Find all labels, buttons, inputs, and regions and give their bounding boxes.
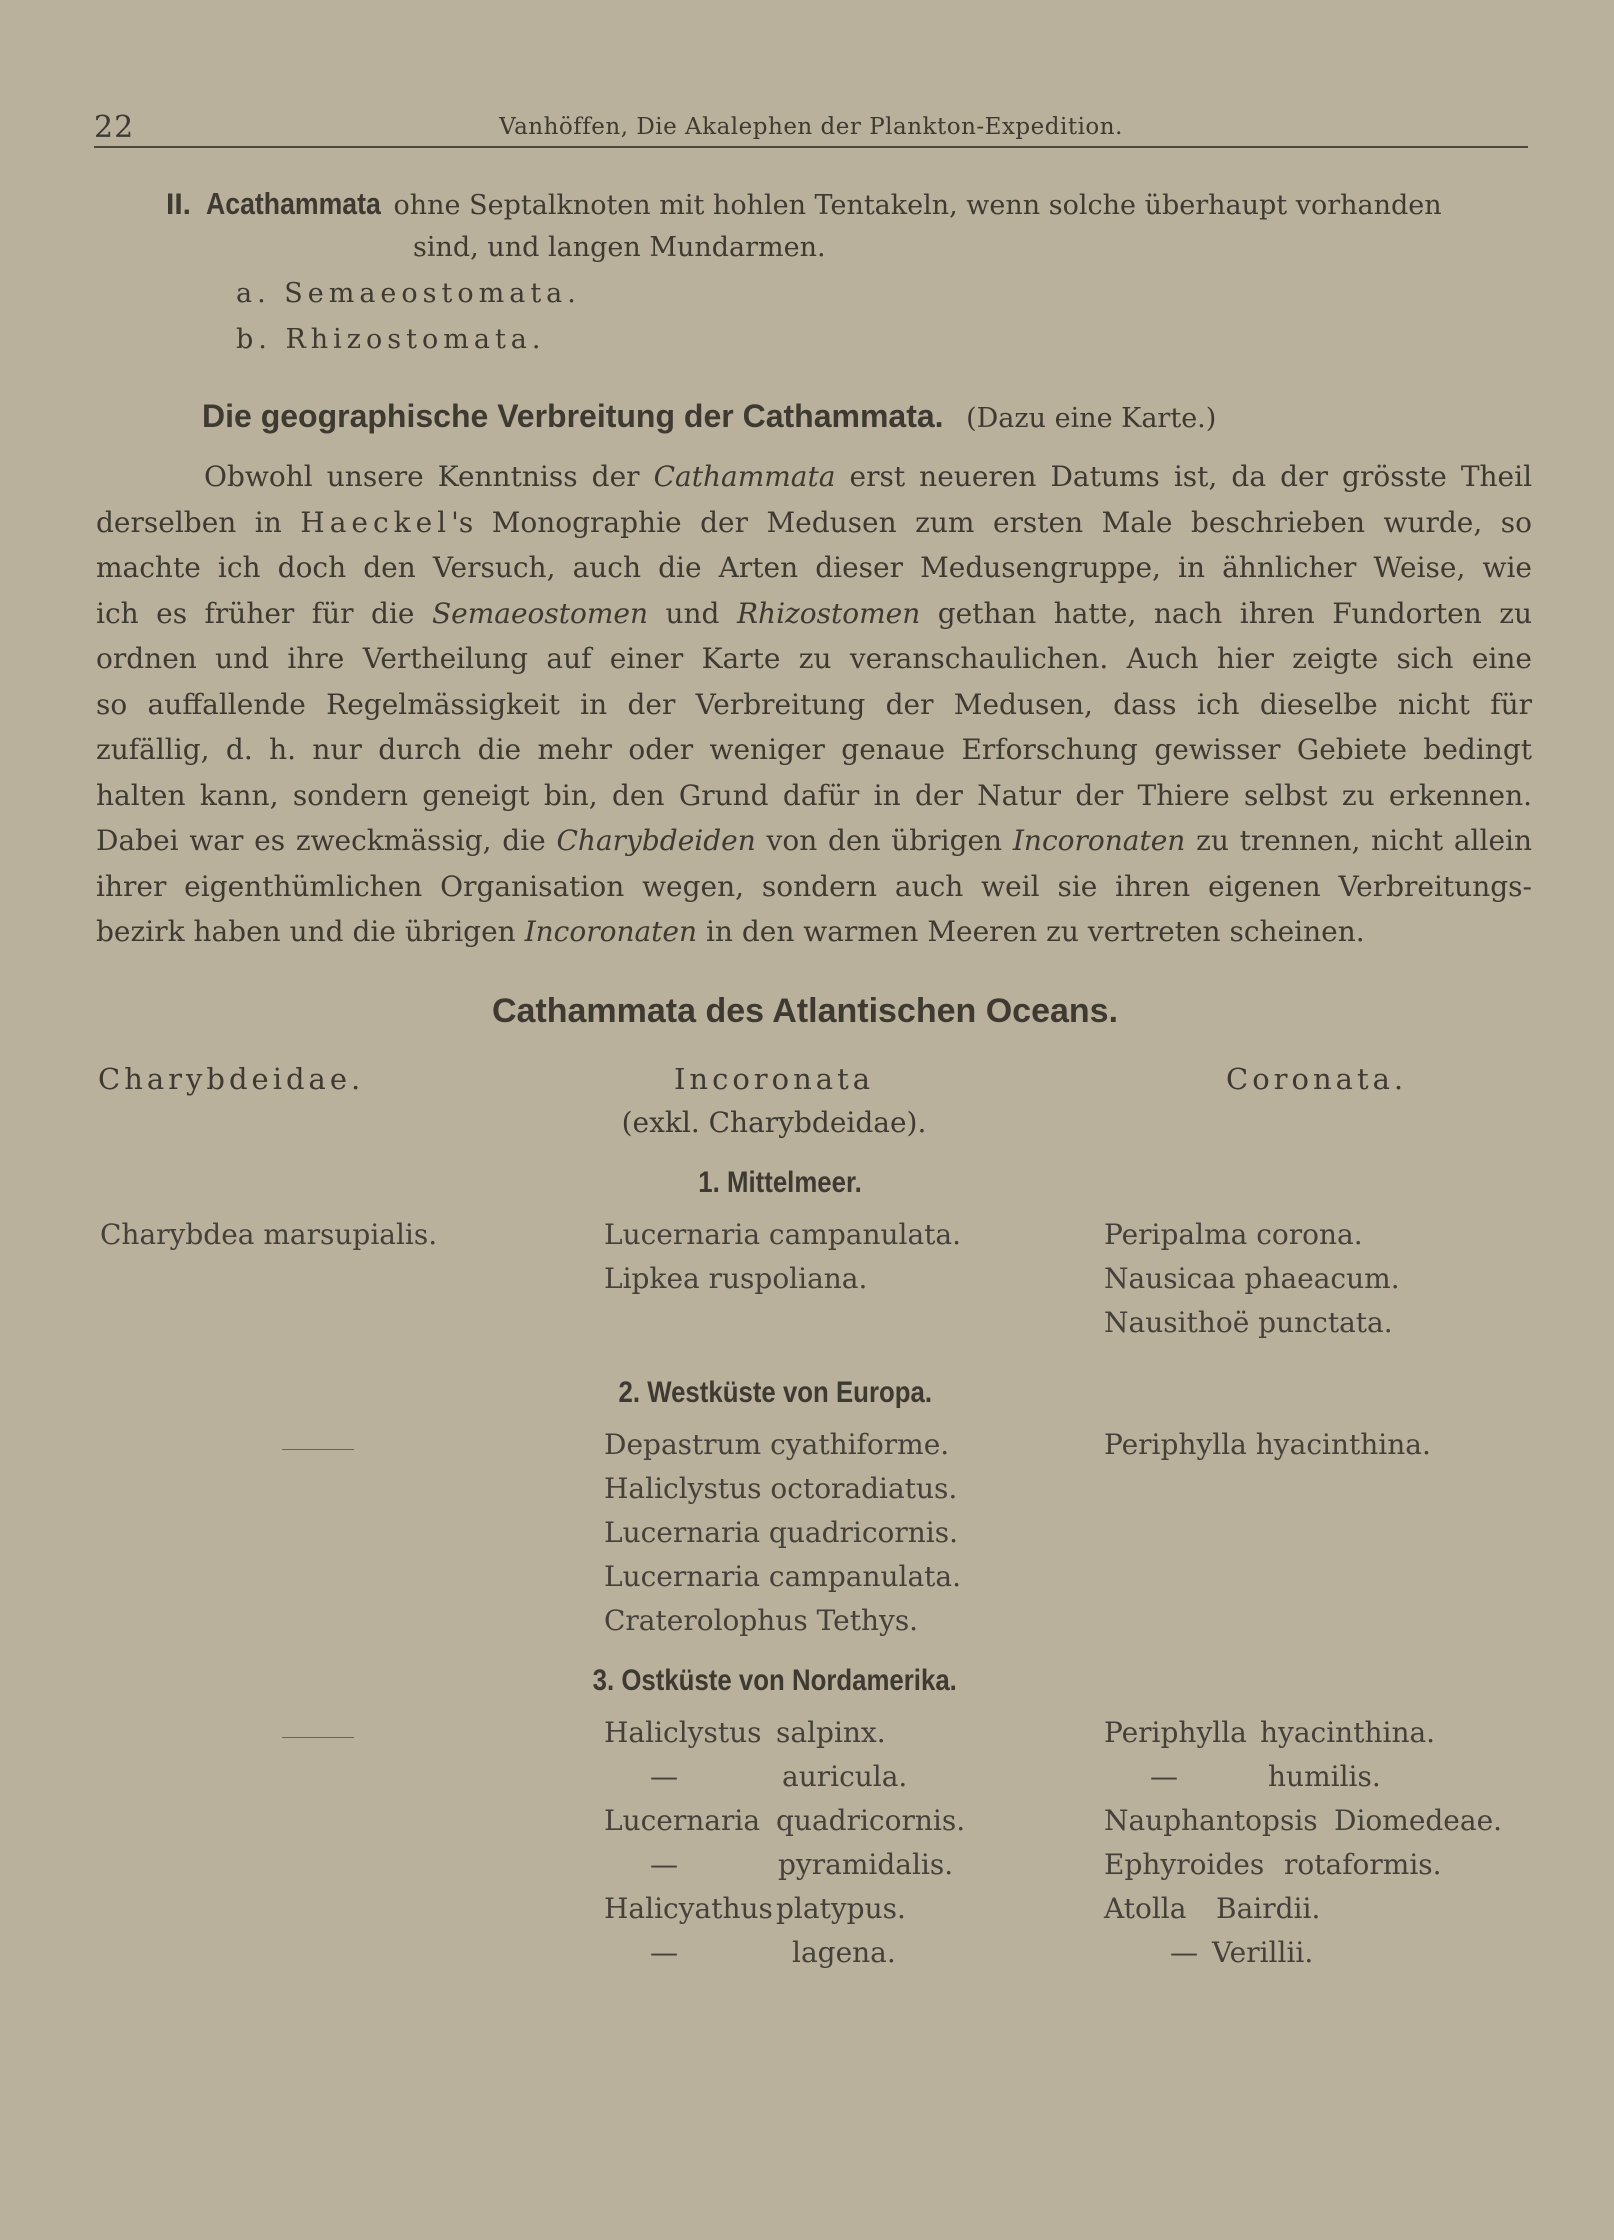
classification-description: ohne Septalknoten mit hohlen Tentakeln, wenn solche überhaupt vorhanden [393, 190, 1442, 221]
region-title-mittelmeer: 1. Mittelmeer. [698, 1166, 862, 1199]
running-head-title: Vanhöffen, Die Akalephen der Plankton-Expedition. [499, 114, 1123, 140]
species-epithet: pyramidalis. [778, 1848, 954, 1881]
paragraph-line: machte ich doch den Versuch, auch die Arten dieser Medusengruppe, in ähnlicher Weise, wie [96, 551, 1532, 584]
italic-term: Incoronaten [1012, 824, 1186, 857]
table-title: Cathammata des Atlantischen Oceans. [491, 992, 1119, 1030]
species-epithet: Diomedeae. [1334, 1804, 1503, 1837]
species-entry: Lucernaria campanulata. [604, 1218, 962, 1251]
header-rule [94, 146, 1528, 148]
page-number: 22 [94, 110, 135, 145]
species-epithet: Verillii. [1212, 1936, 1314, 1969]
paragraph-line: ihrer eigenthümlichen Organisation wegen, sondern auch weil sie ihren eigenen Verbreitungs- [96, 869, 1532, 903]
species-entry: Peripalma corona. [1104, 1218, 1363, 1251]
species-entry: Craterolophus Tethys. [604, 1604, 919, 1637]
paragraph-line: halten kann, sondern geneigt bin, den Grund dafür in der Natur der Thiere selbst zu erkennen. [96, 778, 1532, 812]
species-epithet: rotaformis. [1284, 1848, 1442, 1881]
column-header-charybdeidae: Charybdeidae. [98, 1062, 365, 1096]
classification-line-2: sind, und langen Mundarmen. [413, 232, 826, 263]
species-epithet: lagena. [792, 1936, 896, 1969]
species-entry: Nausicaa phaeacum. [1104, 1262, 1400, 1295]
species-genus: Nauphantopsis [1104, 1804, 1318, 1837]
species-genus: Ephyroides [1104, 1848, 1265, 1881]
italic-term: Charybdeiden [556, 824, 756, 857]
subgroup-b: b. Rhizostomata. [236, 324, 546, 355]
species-genus: — [650, 1760, 678, 1793]
species-entry: Periphylla hyacinthina. [1104, 1428, 1431, 1461]
section-title: Die geographische Verbreitung der Cathammata. [202, 398, 944, 434]
italic-term: Semaeostomen [431, 596, 649, 630]
species-genus: Periphylla [1104, 1716, 1247, 1749]
species-epithet: hyacinthina. [1260, 1716, 1436, 1749]
running-header [94, 108, 1528, 156]
classification-line-1 [166, 186, 1442, 222]
paragraph-line: so auffallende Regelmässigkeit in der Verbreitung der Medusen, dass ich dieselbe nicht für [96, 687, 1532, 721]
body-paragraph [96, 454, 1532, 955]
species-genus: — [1170, 1936, 1198, 1969]
species-epithet: quadricornis. [776, 1804, 966, 1837]
italic-term: Incoronaten [524, 915, 698, 948]
classification-name: Acathammata [205, 186, 381, 221]
species-epithet: salpinx. [776, 1716, 886, 1749]
paragraph-line: Obwohl unsere Kenntniss der Cathammata erst neueren Datums ist, da der grösste Theil [204, 460, 1533, 493]
species-entry: Haliclystus octoradiatus. [604, 1472, 958, 1505]
paragraph-line: bezirk haben und die übrigen Incoronaten in den warmen Meeren zu vertreten scheinen. [96, 915, 1365, 948]
species-epithet: platypus. [776, 1892, 906, 1925]
section-note: (Dazu eine Karte.) [966, 403, 1217, 434]
region-title-westkueste-europa: 2. Westküste von Europa. [618, 1376, 932, 1409]
column-subheader-incoronata: (exkl. Charybdeidae). [621, 1106, 927, 1139]
italic-term: Rhizostomen [736, 596, 921, 630]
species-genus: Lucernaria [604, 1804, 761, 1837]
species-entry: Depastrum cyathiforme. [604, 1428, 950, 1461]
italic-term: Cathammata [653, 460, 836, 493]
species-entry: Lucernaria quadricornis. [604, 1516, 959, 1549]
region-title-ostkueste-nordamerika: 3. Ostküste von Nordamerika. [592, 1664, 958, 1697]
paragraph-line: zufällig, d. h. nur durch die mehr oder weniger genaue Erforschung gewisser Gebiete bedingt [96, 733, 1532, 766]
author-name: Haeckel [300, 505, 452, 539]
subgroup-a: a. Semaeostomata. [236, 278, 581, 309]
species-genus: — [650, 1936, 678, 1969]
species-genus: — [650, 1848, 678, 1881]
empty-entry-dash [282, 1449, 354, 1450]
paragraph-line: derselben in Haeckel's Monographie der Medusen zum ersten Male beschrieben wurde, so [96, 505, 1532, 539]
species-genus: Halicyathus [604, 1892, 773, 1925]
species-entry: Charybdea marsupialis. [100, 1218, 438, 1251]
species-genus: Haliclystus [604, 1716, 762, 1749]
empty-entry-dash [282, 1737, 354, 1738]
paragraph-line: ordnen und ihre Vertheilung auf einer Karte zu veranschaulichen. Auch hier zeigte sich eine [96, 642, 1532, 675]
paragraph-line: Dabei war es zweckmässig, die Charybdeiden von den übrigen Incoronaten zu trennen, nicht allein [96, 824, 1533, 857]
species-epithet: Bairdii. [1216, 1892, 1321, 1925]
paragraph-line: ich es früher für die Semaeostomen und Rhizostomen gethan hatte, nach ihren Fundorten zu [96, 596, 1532, 630]
section-heading [202, 398, 1216, 435]
classification-numeral: II. [166, 188, 192, 221]
species-genus: Atolla [1104, 1892, 1187, 1925]
species-epithet: humilis. [1268, 1760, 1381, 1793]
column-header-incoronata: Incoronata [673, 1062, 875, 1096]
species-entry: Lucernaria campanulata. [604, 1560, 962, 1593]
species-entry: Nausithoë punctata. [1104, 1306, 1393, 1339]
species-genus: — [1150, 1760, 1178, 1793]
species-epithet: auricula. [782, 1760, 908, 1793]
column-header-coronata: Coronata. [1226, 1062, 1408, 1096]
species-entry: Lipkea ruspoliana. [604, 1262, 868, 1295]
